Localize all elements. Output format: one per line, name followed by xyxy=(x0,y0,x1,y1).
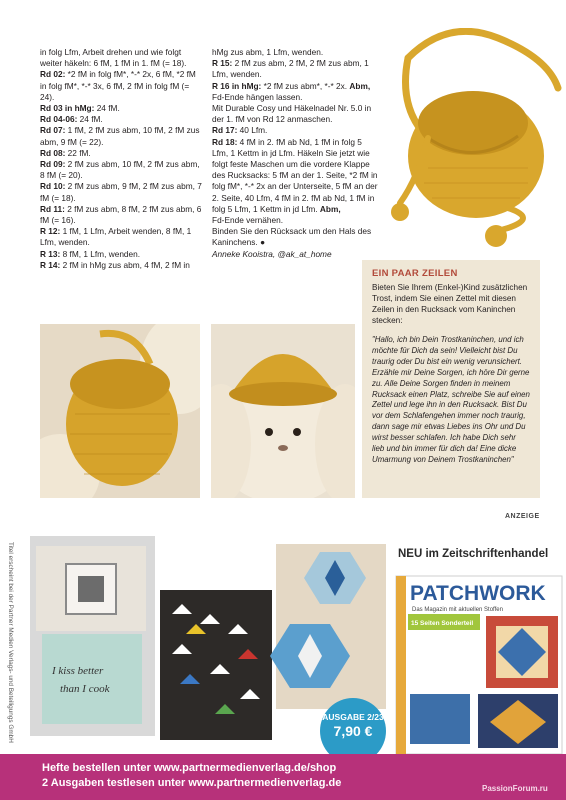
tip-box xyxy=(362,260,540,498)
tip-intro: Bieten Sie Ihrem (Enkel-)Kind zusätzlichen Trost, indem Sie einen Zettel mit diesen Zeilen in den Rucksack vom Kaninchen stecken: xyxy=(372,283,528,325)
instructions-column-2-body xyxy=(212,47,380,249)
ad-headline: NEU im Zeitschriftenhandel xyxy=(398,548,549,560)
instruction-line: Rd 10: 2 fM zus abm, 9 fM, 2 fM zus abm, 7 fM (= 18). xyxy=(40,181,202,203)
publisher-link[interactable]: www.partnermedienverlag.de xyxy=(188,777,342,789)
price-issue: AUSGABE 2/23 xyxy=(322,712,384,722)
tip-quote: "Hallo, ich bin Dein Trostkaninchen, und ich möchte für Dich da sein! Vielleicht bist Du traurig oder Du bist ein wenig verunsichert. Erzähle mir Deine Sorgen, ich höre Dir gerne zu. Alle Deine Sorgen finden in meinem Rucksack einen Platz, schreibe Sie auf einen Zettel und lege ihn in den Rucksack. Bist Du vor dem Schlafengehen immer noch traurig, dann sage mir etwas Liebes ins Ohr und Du wirst besser schlafen. Ich habe Dich sehr lieb und bin immer für dich da! Eine dicke Umarmung von Deinem Trostkaninchen" xyxy=(372,335,530,464)
ad-label: ANZEIGE xyxy=(505,513,540,520)
instruction-line: R 13: 8 fM, 1 Lfm, wenden. xyxy=(40,248,141,259)
tip-title: EIN PAAR ZEILEN xyxy=(372,268,458,279)
author-credit: Anneke Kooistra, @ak_at_home xyxy=(212,248,332,259)
instruction-line: Fd-Ende hängen lassen. xyxy=(212,91,303,102)
ad-side-text: Titel erscheint bei der Partner Medien Verlags- und Beteiligungs GmbH xyxy=(7,542,14,743)
site-credit: PassionForum.ru xyxy=(482,784,548,793)
price-value: 7,90 € xyxy=(333,723,373,739)
footer-line-1: Hefte bestellen unter www.partnermedienverlag.de/shop xyxy=(42,762,337,774)
crochet-bag-photo xyxy=(388,28,566,260)
instruction-line: Rd 02: *2 fM in folg fM*, *-* 2x, 6 fM, *2 fM in folg fM*, *-* 3x, 6 fM, 2 fM in folg fM (= 24). xyxy=(40,69,196,102)
instruction-line: Fd-Ende vernähen. xyxy=(212,215,284,226)
instruction-line: Rd 07: 1 fM, 2 fM zus abm, 10 fM, 2 fM zus abm, 9 fM (= 22). xyxy=(40,125,200,147)
instruction-line: Rd 04-06: 24 fM. xyxy=(40,114,103,125)
instructions-column-2 xyxy=(212,47,380,260)
instruction-line: hMg zus abm, 1 Lfm, wenden. xyxy=(212,47,324,57)
svg-text:15 Seiten Sonderteil: 15 Seiten Sonderteil xyxy=(411,620,474,627)
bunny-hood-photo xyxy=(211,324,355,498)
instruction-line: in folg Lfm, Arbeit drehen und wie folgt weiter häkeln: 6 fM, 1 fM in 1. fM (= 18). xyxy=(40,47,187,69)
ad-footer xyxy=(0,754,566,800)
shop-link[interactable]: www.partnermedienverlag.de/shop xyxy=(153,762,337,774)
instruction-line: R 12: 1 fM, 1 Lfm, Arbeit wenden, 8 fM, 1 Lfm, wenden. xyxy=(40,226,192,248)
instructions-column-1 xyxy=(40,47,202,271)
instruction-line: R 14: 2 fM in hMg zus abm, 4 fM, 2 fM in xyxy=(40,259,190,270)
footer-line-2: 2 Ausgaben testlesen unter www.partnermedienverlag.de xyxy=(42,777,342,789)
magazine-title: PATCHWORK xyxy=(410,582,546,605)
instruction-line: Rd 08: 22 fM. xyxy=(40,147,91,158)
instruction-line: Rd 18: 4 fM in 2. fM ab Nd, 1 fM in folg 5 Lfm, 1 Kettm in jd Lfm. Häkeln Sie jetzt wie folgt feste Maschen um die vordere Klappe des Rucksacks: 5 fM an der 1. Seite, *2 fM in folg fM*, *-* 2x an der Unterseite, 5 fM an der 2. Seite, 40 Lfm, 4 fM in 2. fM ab Nd, 1 fM in folg 5 Lfm, 1 Kettm in jd Lfm. Abm, xyxy=(212,136,378,214)
instruction-line: Rd 11: 2 fM zus abm, 8 fM, 2 fM zus abm, 6 fM (= 16). xyxy=(40,203,202,226)
instruction-line: Rd 03 in hMg: 24 fM. xyxy=(40,103,120,114)
instruction-line: Mit Durable Cosy und Häkelnadel Nr. 5.0 in der 1. fM von Rd 12 anmaschen. xyxy=(212,103,372,125)
instruction-line: Rd 17: 40 Lfm. xyxy=(212,125,268,136)
instruction-line: R 16 in hMg: *2 fM zus abm*, *-* 2x. Abm, xyxy=(212,80,371,91)
instruction-line: Rd 09: 2 fM zus abm, 10 fM, 2 fM zus abm, 8 fM (= 20). xyxy=(40,159,200,181)
instruction-line: R 15: 2 fM zus abm, 2 fM, 2 fM zus abm, 1 Lfm, wenden. xyxy=(212,58,369,80)
bunny-back-photo xyxy=(40,324,200,498)
svg-text:than I cook: than I cook xyxy=(60,683,110,695)
instruction-line: Binden Sie den Rücksack um den Hals des Kaninchens. ● xyxy=(212,226,372,248)
svg-text:Das Magazin mit aktuellen Stof: Das Magazin mit aktuellen Stoffen xyxy=(412,607,503,613)
pillow-text: I kiss better xyxy=(52,665,104,677)
